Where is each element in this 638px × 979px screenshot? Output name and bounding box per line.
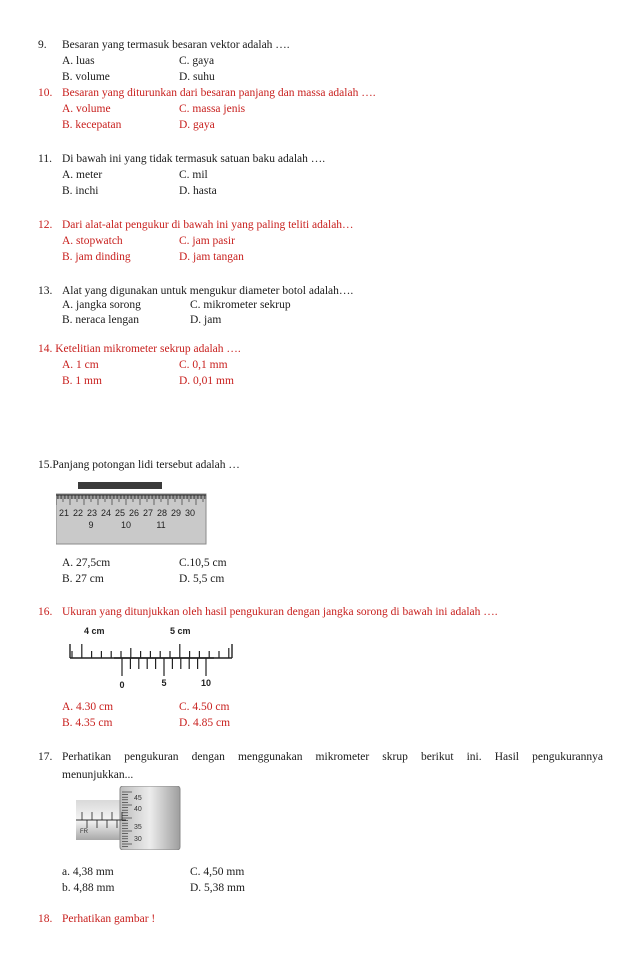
option-c[interactable]: C. mikrometer sekrup	[190, 299, 291, 311]
question-13	[38, 284, 603, 328]
ruler-label: 11	[156, 520, 166, 530]
thimble-label: 30	[134, 836, 142, 843]
caliper-vernier-label: 0	[119, 680, 125, 690]
ruler-label: 29	[170, 508, 182, 518]
thimble-label: 45	[134, 795, 142, 802]
question-17	[38, 748, 603, 784]
question-11	[38, 152, 603, 199]
caliper-vernier-label: 5	[161, 678, 167, 688]
option-a[interactable]: A. jangka sorong	[62, 299, 141, 311]
option-b[interactable]: B. volume	[62, 71, 110, 83]
ruler-label: 21	[58, 508, 70, 518]
question-text: Ukuran yang ditunjukkan oleh hasil pengukuran dengan jangka sorong di bawah ini adalah ….	[62, 606, 498, 618]
ruler-label: 24	[100, 508, 112, 518]
thimble-label: 40	[134, 806, 142, 813]
caliper-figure	[68, 624, 240, 694]
option-a[interactable]: A. 1 cm	[62, 359, 99, 371]
question-text: 15.Panjang potongan lidi tersebut adalah …	[38, 459, 240, 471]
micrometer-label: FR	[80, 829, 88, 835]
option-a[interactable]: A. volume	[62, 103, 111, 115]
ruler-label: 28	[156, 508, 168, 518]
option-a[interactable]: A. 4.30 cm	[62, 701, 114, 713]
option-d[interactable]: D. 5,5 cm	[179, 573, 225, 585]
question-text: Dari alat-alat pengukur di bawah ini yang paling teliti adalah…	[62, 219, 354, 231]
question-number: 14.	[38, 343, 53, 355]
option-d[interactable]: D. 4.85 cm	[179, 717, 231, 729]
option-d[interactable]: D. hasta	[179, 185, 217, 197]
question-text: Besaran yang diturunkan dari besaran panjang dan massa adalah ….	[62, 87, 376, 99]
option-c[interactable]: C. 4.50 cm	[179, 701, 230, 713]
question-text: 14. Ketelitian mikrometer sekrup adalah ….	[38, 343, 241, 355]
question-number: 13.	[38, 285, 53, 297]
question-15	[38, 458, 603, 473]
option-b[interactable]: B. 4.35 cm	[62, 717, 113, 729]
option-d[interactable]: D. jam	[190, 314, 222, 326]
ruler-label: 26	[128, 508, 140, 518]
ruler-label: 10	[120, 520, 132, 530]
ruler-label: 25	[114, 508, 126, 518]
question-12	[38, 218, 603, 265]
ruler-label: 9	[88, 520, 94, 530]
question-text: Perhatikan gambar !	[62, 913, 156, 925]
question-text-continued: menunjukkan...	[62, 769, 134, 781]
question-17-options	[38, 864, 603, 896]
option-d[interactable]: D. 5,38 mm	[190, 882, 245, 894]
option-c[interactable]: C. massa jenis	[179, 103, 246, 115]
ruler-label: 23	[86, 508, 98, 518]
option-c[interactable]: C. gaya	[179, 55, 215, 67]
option-d[interactable]: D. jam tangan	[179, 251, 244, 263]
option-c[interactable]: C. 4,50 mm	[190, 866, 245, 878]
question-number: 15.	[38, 459, 53, 471]
question-text: Alat yang digunakan untuk mengukur diameter botol adalah….	[62, 285, 354, 297]
question-number: 10.	[38, 87, 53, 99]
option-c[interactable]: C. jam pasir	[179, 235, 235, 247]
ruler-label: 27	[142, 508, 154, 518]
question-9	[38, 38, 603, 85]
question-number: 18.	[38, 913, 53, 925]
question-10	[38, 86, 603, 133]
caliper-main-label: 5 cm	[170, 626, 191, 636]
option-b[interactable]: B. inchi	[62, 185, 99, 197]
question-number: 12.	[38, 219, 53, 231]
option-c[interactable]: C. 0,1 mm	[179, 359, 228, 371]
question-16	[38, 605, 603, 620]
question-text: Besaran yang termasuk besaran vektor adalah ….	[62, 39, 290, 51]
option-a[interactable]: A. 27,5cm	[62, 557, 111, 569]
option-c[interactable]: C. mil	[179, 169, 208, 181]
option-a[interactable]: A. luas	[62, 55, 95, 67]
option-d[interactable]: D. 0,01 mm	[179, 375, 234, 387]
question-text: Di bawah ini yang tidak termasuk satuan baku adalah ….	[62, 153, 326, 165]
option-b[interactable]: B. 27 cm	[62, 573, 104, 585]
question-number: 17.	[38, 751, 53, 763]
question-number: 9.	[38, 39, 47, 51]
option-a[interactable]: A. meter	[62, 169, 103, 181]
option-a[interactable]: A. stopwatch	[62, 235, 123, 247]
option-b[interactable]: b. 4,88 mm	[62, 882, 115, 894]
question-number: 11.	[38, 153, 52, 165]
option-b[interactable]: B. 1 mm	[62, 375, 102, 387]
question-16-options	[38, 699, 603, 731]
option-d[interactable]: D. gaya	[179, 119, 215, 131]
caliper-main-label: 4 cm	[84, 626, 105, 636]
ruler-body	[56, 494, 206, 544]
caliper-vernier-label: 10	[200, 678, 212, 688]
question-15-options	[38, 555, 603, 587]
option-a[interactable]: a. 4,38 mm	[62, 866, 114, 878]
option-b[interactable]: B. jam dinding	[62, 251, 131, 263]
question-18	[38, 912, 603, 927]
option-b[interactable]: B. kecepatan	[62, 119, 122, 131]
ruler-label: 30	[184, 508, 196, 518]
micrometer-figure	[76, 786, 184, 850]
question-text: Perhatikan pengukuran dengan menggunakan mikrometer skrup berikut ini. Hasil pengukurannya	[62, 751, 603, 763]
thimble-label: 35	[134, 824, 142, 831]
question-number: 16.	[38, 606, 53, 618]
ruler-label: 22	[72, 508, 84, 518]
option-d[interactable]: D. suhu	[179, 71, 215, 83]
lidi-stick	[78, 482, 162, 489]
option-b[interactable]: B. neraca lengan	[62, 314, 139, 326]
ruler-figure	[56, 480, 208, 546]
question-14	[38, 342, 603, 389]
option-c[interactable]: C.10,5 cm	[179, 557, 227, 569]
